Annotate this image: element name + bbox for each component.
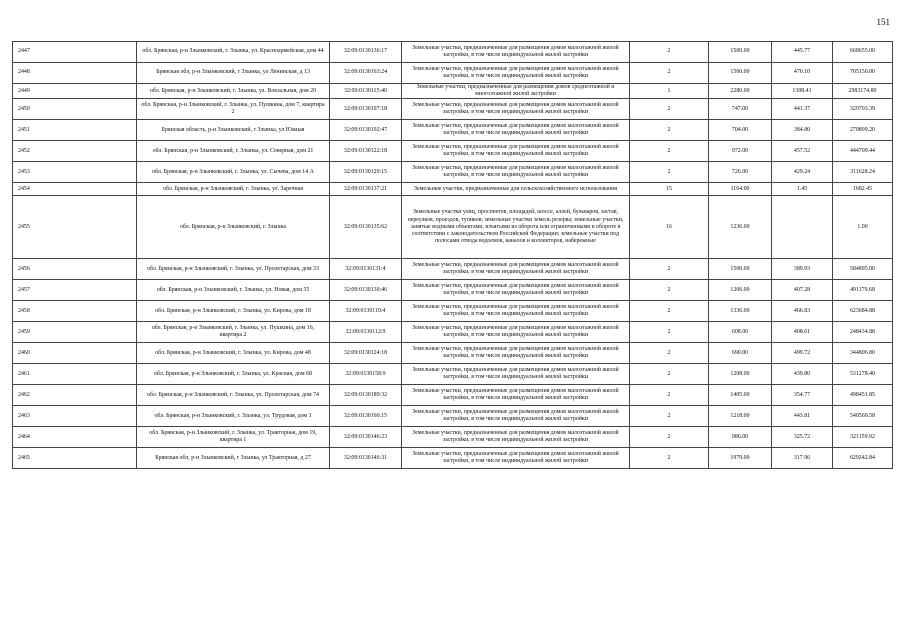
table-row bbox=[13, 84, 893, 99]
land-purpose-cell: Земельные участки, предназначенные для размещения домов малоэтажной жилой застройки, в том числе индивидуальной жилой застройки bbox=[402, 322, 630, 343]
group-cell: 1 bbox=[630, 84, 709, 99]
cadastral-number-cell: 32:09:0130110:4 bbox=[330, 301, 402, 322]
specific-value-cell: 439.80 bbox=[772, 364, 833, 385]
cadastral-value-cell: 248434.88 bbox=[833, 322, 893, 343]
group-cell: 2 bbox=[630, 448, 709, 469]
specific-value-cell: 1308.41 bbox=[772, 84, 833, 99]
row-number-cell: 2456 bbox=[13, 259, 137, 280]
cadastral-value-cell: 498451.85 bbox=[833, 385, 893, 406]
area-cell: 2280.00 bbox=[709, 84, 772, 99]
table-row bbox=[13, 99, 893, 120]
land-purpose-cell: Земельные участки, предназначенные для размещения домов малоэтажной жилой застройки, в том числе индивидуальной жилой застройки bbox=[402, 259, 630, 280]
group-cell: 2 bbox=[630, 406, 709, 427]
area-cell: 972.00 bbox=[709, 141, 772, 162]
area-cell: 690.00 bbox=[709, 343, 772, 364]
table-row bbox=[13, 120, 893, 141]
address-cell: обл. Брянская, р-н Злынковский, г. Злынка bbox=[137, 196, 330, 259]
table-row bbox=[13, 259, 893, 280]
row-number-cell: 2457 bbox=[13, 280, 137, 301]
cadastral-number-cell: 32:09:0130131:4 bbox=[330, 259, 402, 280]
cadastral-value-cell: 623684.88 bbox=[833, 301, 893, 322]
group-cell: 2 bbox=[630, 301, 709, 322]
group-cell: 2 bbox=[630, 42, 709, 63]
specific-value-cell: 429.24 bbox=[772, 162, 833, 183]
cadastral-number-cell: 32:09:0130189:32 bbox=[330, 385, 402, 406]
cadastral-value-cell: 1.00 bbox=[833, 196, 893, 259]
specific-value-cell: 443.81 bbox=[772, 406, 833, 427]
specific-value-cell: 457.52 bbox=[772, 141, 833, 162]
table-row bbox=[13, 63, 893, 84]
area-cell: 608.00 bbox=[709, 322, 772, 343]
land-purpose-cell: Земельные участки, предназначенные для размещения домов малоэтажной жилой застройки, в том числе индивидуальной жилой застройки bbox=[402, 343, 630, 364]
cadastral-value-cell: 491179.68 bbox=[833, 280, 893, 301]
cadastral-number-cell: 32:09:0130146:23 bbox=[330, 427, 402, 448]
table-row bbox=[13, 301, 893, 322]
cadastral-value-cell: 668655.00 bbox=[833, 42, 893, 63]
cadastral-value-cell: 705150.00 bbox=[833, 63, 893, 84]
address-cell: обл. Брянская, р-н Злынковский, г. Злынка, ул. Тракторная, дом 19, квартира 1 bbox=[137, 427, 330, 448]
land-purpose-cell: Земельные участки, предназначенные для сельскохозяйственного использования bbox=[402, 183, 630, 196]
row-number-cell: 2455 bbox=[13, 196, 137, 259]
cadastral-number-cell: 32:09:0130129:15 bbox=[330, 162, 402, 183]
row-number-cell: 2465 bbox=[13, 448, 137, 469]
group-cell: 2 bbox=[630, 427, 709, 448]
cadastral-value-cell: 1682.45 bbox=[833, 183, 893, 196]
cadastral-number-cell: 32:09:0130160:15 bbox=[330, 406, 402, 427]
area-cell: 1405.00 bbox=[709, 385, 772, 406]
address-cell: Брянская обл, р-н Злынковский, г Злынка, ул Ленинская, д 13 bbox=[137, 63, 330, 84]
address-cell: обл. Брянская, р-н Злынковский, г. Злынка, ул. Пушкина, дом 16, квартира 2 bbox=[137, 322, 330, 343]
specific-value-cell: 1.45 bbox=[772, 183, 833, 196]
area-cell: 1979.00 bbox=[709, 448, 772, 469]
cadastral-number-cell: 32:09:0130112:9 bbox=[330, 322, 402, 343]
land-purpose-cell: Земельные участки, предназначенные для размещения домов малоэтажной жилой застройки, в том числе индивидуальной жилой застройки bbox=[402, 162, 630, 183]
specific-value-cell: 389.93 bbox=[772, 259, 833, 280]
land-purpose-cell: Земельные участки, предназначенные для размещения домов малоэтажной жилой застройки, в том числе индивидуальной жилой застройки bbox=[402, 427, 630, 448]
specific-value-cell: 408.61 bbox=[772, 322, 833, 343]
land-purpose-cell: Земельные участки, предназначенные для размещения домов малоэтажной жилой застройки, в том числе индивидуальной жилой застройки bbox=[402, 42, 630, 63]
address-cell: обл. Брянская, р-н Злынковский, г. Злынка, ул. Пролетарская, дом 74 bbox=[137, 385, 330, 406]
group-cell: 2 bbox=[630, 259, 709, 280]
cadastral-value-cell: 629242.84 bbox=[833, 448, 893, 469]
table-body bbox=[13, 42, 893, 469]
page-number: 151 bbox=[876, 17, 890, 27]
cadastral-value-cell: 270899.20 bbox=[833, 120, 893, 141]
table-row bbox=[13, 280, 893, 301]
cadastral-value-cell: 584895.00 bbox=[833, 259, 893, 280]
cadastral-number-cell: 32:09:0130146:31 bbox=[330, 448, 402, 469]
group-cell: 2 bbox=[630, 385, 709, 406]
cadastral-number-cell: 32:09:0130158:9 bbox=[330, 364, 402, 385]
land-purpose-cell: Земельные участки, предназначенные для размещения домов малоэтажной жилой застройки, в том числе индивидуальной жилой застройки bbox=[402, 63, 630, 84]
area-cell: 747.00 bbox=[709, 99, 772, 120]
land-purpose-cell: Земельные участки, предназначенные для размещения домов среднеэтажной и многоэтажной жилой застройки bbox=[402, 84, 630, 99]
row-number-cell: 2449 bbox=[13, 84, 137, 99]
row-number-cell: 2447 bbox=[13, 42, 137, 63]
address-cell: обл. Брянская, р-н Злынковский, г. Злынка, ул. Заречная bbox=[137, 183, 330, 196]
area-cell: 1164.00 bbox=[709, 183, 772, 196]
table-row bbox=[13, 343, 893, 364]
address-cell: обл. Брянская, р-н Злынковский, г. Злынка, ул. Новая, дом 55 bbox=[137, 280, 330, 301]
cadastral-number-cell: 32:09:0130135:62 bbox=[330, 196, 402, 259]
group-cell: 2 bbox=[630, 364, 709, 385]
area-cell: 704.00 bbox=[709, 120, 772, 141]
land-purpose-cell: Земельные участки, предназначенные для размещения домов малоэтажной жилой застройки, в том числе индивидуальной жилой застройки bbox=[402, 141, 630, 162]
land-purpose-cell: Земельные участки, предназначенные для размещения домов малоэтажной жилой застройки, в том числе индивидуальной жилой застройки bbox=[402, 406, 630, 427]
specific-value-cell bbox=[772, 196, 833, 259]
cadastral-number-cell: 32:09:0130137:21 bbox=[330, 183, 402, 196]
address-cell: Брянская обл, р-н Злынковский, г Злынка, ул Тракторная, д 27 bbox=[137, 448, 330, 469]
table-row bbox=[13, 141, 893, 162]
row-number-cell: 2459 bbox=[13, 322, 137, 343]
specific-value-cell: 470.10 bbox=[772, 63, 833, 84]
group-cell: 2 bbox=[630, 120, 709, 141]
table-row bbox=[13, 162, 893, 183]
specific-value-cell: 466.83 bbox=[772, 301, 833, 322]
table-row bbox=[13, 427, 893, 448]
cadastral-value-cell: 329703.39 bbox=[833, 99, 893, 120]
area-cell: 1208.00 bbox=[709, 364, 772, 385]
land-purpose-cell: Земельные участки улиц, проспектов, площадей, шоссе, аллей, бульваров, застав, переулков, проездов, тупиков; земельные участки земель резерва; земельные участки, занятые водными объектами, изъятыми из оборота или ограниченными в обороте в соответствии с законодательством Российской Федерации; земельные участки под полосами отвода водоемов, каналов и коллекторов, набережные bbox=[402, 196, 630, 259]
row-number-cell: 2451 bbox=[13, 120, 137, 141]
area-cell: 1218.00 bbox=[709, 406, 772, 427]
table-row bbox=[13, 406, 893, 427]
cadastral-value-cell: 531278.40 bbox=[833, 364, 893, 385]
address-cell: обл. Брянская, р-н Злынковский, г. Злынка, ул. Северная, дом 21 bbox=[137, 141, 330, 162]
row-number-cell: 2458 bbox=[13, 301, 137, 322]
cadastral-number-cell: 32:09:0130136:17 bbox=[330, 42, 402, 63]
specific-value-cell: 499.72 bbox=[772, 343, 833, 364]
area-cell: 1500.00 bbox=[709, 259, 772, 280]
group-cell: 2 bbox=[630, 63, 709, 84]
area-cell: 1500.00 bbox=[709, 42, 772, 63]
row-number-cell: 2453 bbox=[13, 162, 137, 183]
address-cell: Брянская область, р-н Злынковский, г Злынка, ул Южная bbox=[137, 120, 330, 141]
specific-value-cell: 317.96 bbox=[772, 448, 833, 469]
cadastral-number-cell: 32:09:0130192:47 bbox=[330, 120, 402, 141]
cadastral-number-cell: 32:09:0130107:18 bbox=[330, 99, 402, 120]
land-purpose-cell: Земельные участки, предназначенные для размещения домов малоэтажной жилой застройки, в том числе индивидуальной жилой застройки bbox=[402, 99, 630, 120]
cadastral-value-cell: 344806.80 bbox=[833, 343, 893, 364]
cadastral-number-cell: 32:09:0130130:46 bbox=[330, 280, 402, 301]
row-number-cell: 2450 bbox=[13, 99, 137, 120]
row-number-cell: 2464 bbox=[13, 427, 137, 448]
specific-value-cell: 354.77 bbox=[772, 385, 833, 406]
table-row bbox=[13, 42, 893, 63]
table-row bbox=[13, 322, 893, 343]
table-row bbox=[13, 196, 893, 259]
cadastral-value-cell: 2983174.80 bbox=[833, 84, 893, 99]
land-purpose-cell: Земельные участки, предназначенные для размещения домов малоэтажной жилой застройки, в том числе индивидуальной жилой застройки bbox=[402, 301, 630, 322]
group-cell: 2 bbox=[630, 343, 709, 364]
cadastral-value-cell: 444709.44 bbox=[833, 141, 893, 162]
area-cell: 1336.00 bbox=[709, 301, 772, 322]
group-cell: 2 bbox=[630, 322, 709, 343]
row-number-cell: 2460 bbox=[13, 343, 137, 364]
cadastral-value-table bbox=[12, 41, 893, 469]
land-purpose-cell: Земельные участки, предназначенные для размещения домов малоэтажной жилой застройки, в том числе индивидуальной жилой застройки bbox=[402, 120, 630, 141]
group-cell: 15 bbox=[630, 183, 709, 196]
address-cell: обл. Брянская, р-н Злынковский, г. Злынка, ул. Кирова, дом 18 bbox=[137, 301, 330, 322]
address-cell: обл. Брянская, р-н Злынковский, г. Злынка, ул. Кирова, дом 48 bbox=[137, 343, 330, 364]
table-row bbox=[13, 385, 893, 406]
area-cell: 1500.00 bbox=[709, 63, 772, 84]
group-cell: 2 bbox=[630, 162, 709, 183]
land-purpose-cell: Земельные участки, предназначенные для размещения домов малоэтажной жилой застройки, в том числе индивидуальной жилой застройки bbox=[402, 280, 630, 301]
address-cell: обл. Брянская, р-н Злынковский, г. Злынка, ул. Красная, дом 68 bbox=[137, 364, 330, 385]
area-cell: 986.00 bbox=[709, 427, 772, 448]
cadastral-number-cell: 32:09:0130124:18 bbox=[330, 343, 402, 364]
land-purpose-cell: Земельные участки, предназначенные для размещения домов малоэтажной жилой застройки, в том числе индивидуальной жилой застройки bbox=[402, 385, 630, 406]
group-cell: 2 bbox=[630, 99, 709, 120]
area-cell: 726.00 bbox=[709, 162, 772, 183]
row-number-cell: 2461 bbox=[13, 364, 137, 385]
table-row bbox=[13, 364, 893, 385]
table-row bbox=[13, 448, 893, 469]
specific-value-cell: 441.37 bbox=[772, 99, 833, 120]
area-cell: 1206.00 bbox=[709, 280, 772, 301]
specific-value-cell: 407.28 bbox=[772, 280, 833, 301]
group-cell: 2 bbox=[630, 141, 709, 162]
address-cell: обл. Брянская, р-н Злынковский, г. Злынка, ул. Пушкина, дом 7, квартира 2 bbox=[137, 99, 330, 120]
cadastral-number-cell: 32:09:0130163:24 bbox=[330, 63, 402, 84]
row-number-cell: 2448 bbox=[13, 63, 137, 84]
address-cell: обл. Брянская, р-н Злынковский, г. Злынка, ул. Сычева, дом 14 А bbox=[137, 162, 330, 183]
specific-value-cell: 325.72 bbox=[772, 427, 833, 448]
row-number-cell: 2454 bbox=[13, 183, 137, 196]
cadastral-value-cell: 311628.24 bbox=[833, 162, 893, 183]
row-number-cell: 2462 bbox=[13, 385, 137, 406]
specific-value-cell: 384.80 bbox=[772, 120, 833, 141]
table-row bbox=[13, 183, 893, 196]
row-number-cell: 2463 bbox=[13, 406, 137, 427]
area-cell: 1236.00 bbox=[709, 196, 772, 259]
group-cell: 2 bbox=[630, 280, 709, 301]
address-cell: обл. Брянская, р-н Злынковский, г. Злынка, ул. Пролетарская, дом 33 bbox=[137, 259, 330, 280]
address-cell: обл. Брянская, р-н Злынковский, г. Злынка, ул. Вокзальная, дом 20 bbox=[137, 84, 330, 99]
cadastral-number-cell: 32:09:0130115:40 bbox=[330, 84, 402, 99]
cadastral-value-cell: 540560.58 bbox=[833, 406, 893, 427]
address-cell: обл. Брянская, р-н Злынковский, г. Злынка, ул. Трудовая, дом 1 bbox=[137, 406, 330, 427]
row-number-cell: 2452 bbox=[13, 141, 137, 162]
land-purpose-cell: Земельные участки, предназначенные для размещения домов малоэтажной жилой застройки, в том числе индивидуальной жилой застройки bbox=[402, 448, 630, 469]
cadastral-number-cell: 32:09:0130122:18 bbox=[330, 141, 402, 162]
land-purpose-cell: Земельные участки, предназначенные для размещения домов малоэтажной жилой застройки, в том числе индивидуальной жилой застройки bbox=[402, 364, 630, 385]
specific-value-cell: 445.77 bbox=[772, 42, 833, 63]
group-cell: 16 bbox=[630, 196, 709, 259]
cadastral-value-cell: 321159.92 bbox=[833, 427, 893, 448]
address-cell: обл. Брянская, р-н Злынковский, г. Злынка, ул. Красноармейская, дом 44 bbox=[137, 42, 330, 63]
